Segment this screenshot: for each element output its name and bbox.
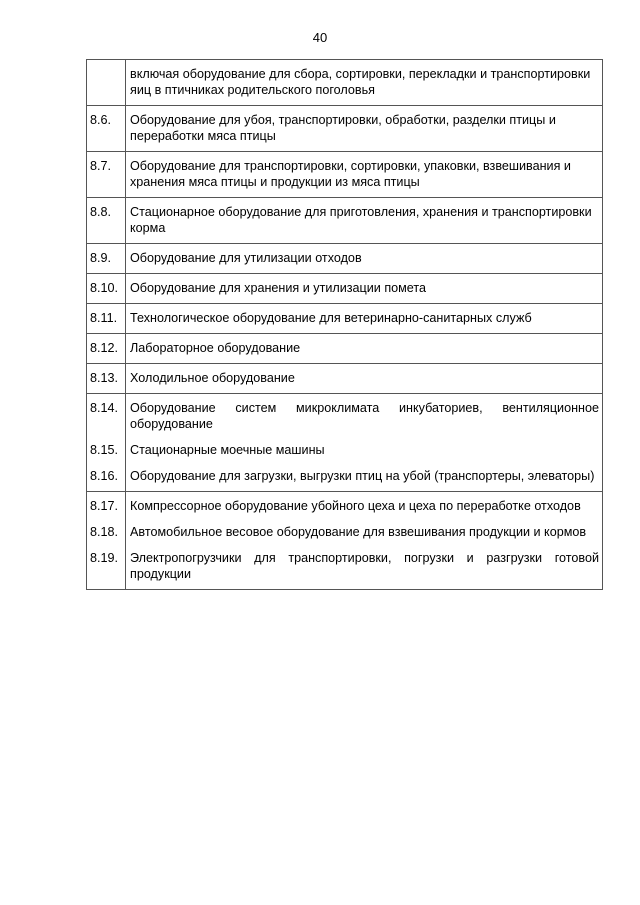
table-row (87, 106, 603, 152)
row-number: 8.8. (87, 198, 126, 244)
row-description: Оборудование для убоя, транспортировки, обработки, разделки птицы и переработки мяса птицы (126, 106, 603, 152)
row-number: 8.9. (87, 244, 126, 274)
table-row (87, 60, 603, 106)
row-number: 8.19. (87, 544, 126, 590)
table-row (87, 198, 603, 244)
page-number: 40 (312, 30, 328, 45)
row-description: Стационарные моечные машины (126, 436, 603, 462)
row-description: включая оборудование для сбора, сортировки, перекладки и транспортировки яиц в птичниках родительского поголовья (126, 60, 603, 106)
table-row (87, 364, 603, 394)
table-row (87, 394, 603, 437)
table-row (87, 334, 603, 364)
row-number: 8.18. (87, 518, 126, 544)
row-description: Компрессорное оборудование убойного цеха и цеха по переработке отходов (126, 492, 603, 519)
row-description: Оборудование систем микроклимата инкубаториев, вентиляционное оборудование (126, 394, 603, 437)
table-row (87, 304, 603, 334)
table-row (87, 544, 603, 590)
row-description: Автомобильное весовое оборудование для взвешивания продукции и кормов (126, 518, 603, 544)
row-description: Лабораторное оборудование (126, 334, 603, 364)
row-number: 8.13. (87, 364, 126, 394)
row-description: Оборудование для загрузки, выгрузки птиц на убой (транспортеры, элеваторы) (126, 462, 603, 492)
row-number: 8.15. (87, 436, 126, 462)
table-row (87, 462, 603, 492)
row-description: Электропогрузчики для транспортировки, погрузки и разгрузки готовой продукции (126, 544, 603, 590)
row-number: 8.12. (87, 334, 126, 364)
row-number: 8.10. (87, 274, 126, 304)
table-row (87, 518, 603, 544)
row-description: Технологическое оборудование для ветеринарно-санитарных служб (126, 304, 603, 334)
row-number: 8.11. (87, 304, 126, 334)
row-description: Оборудование для транспортировки, сортировки, упаковки, взвешивания и хранения мяса птицы и продукции из мяса птицы (126, 152, 603, 198)
table-row (87, 492, 603, 519)
row-number: 8.17. (87, 492, 126, 519)
row-number (87, 60, 126, 106)
row-number: 8.6. (87, 106, 126, 152)
row-number: 8.14. (87, 394, 126, 437)
row-description: Оборудование для утилизации отходов (126, 244, 603, 274)
equipment-table (86, 59, 603, 590)
row-description: Оборудование для хранения и утилизации помета (126, 274, 603, 304)
row-number: 8.16. (87, 462, 126, 492)
row-description: Холодильное оборудование (126, 364, 603, 394)
table-row (87, 274, 603, 304)
table-row (87, 152, 603, 198)
table-row (87, 244, 603, 274)
table-row (87, 436, 603, 462)
row-description: Стационарное оборудование для приготовления, хранения и транспортировки корма (126, 198, 603, 244)
row-number: 8.7. (87, 152, 126, 198)
